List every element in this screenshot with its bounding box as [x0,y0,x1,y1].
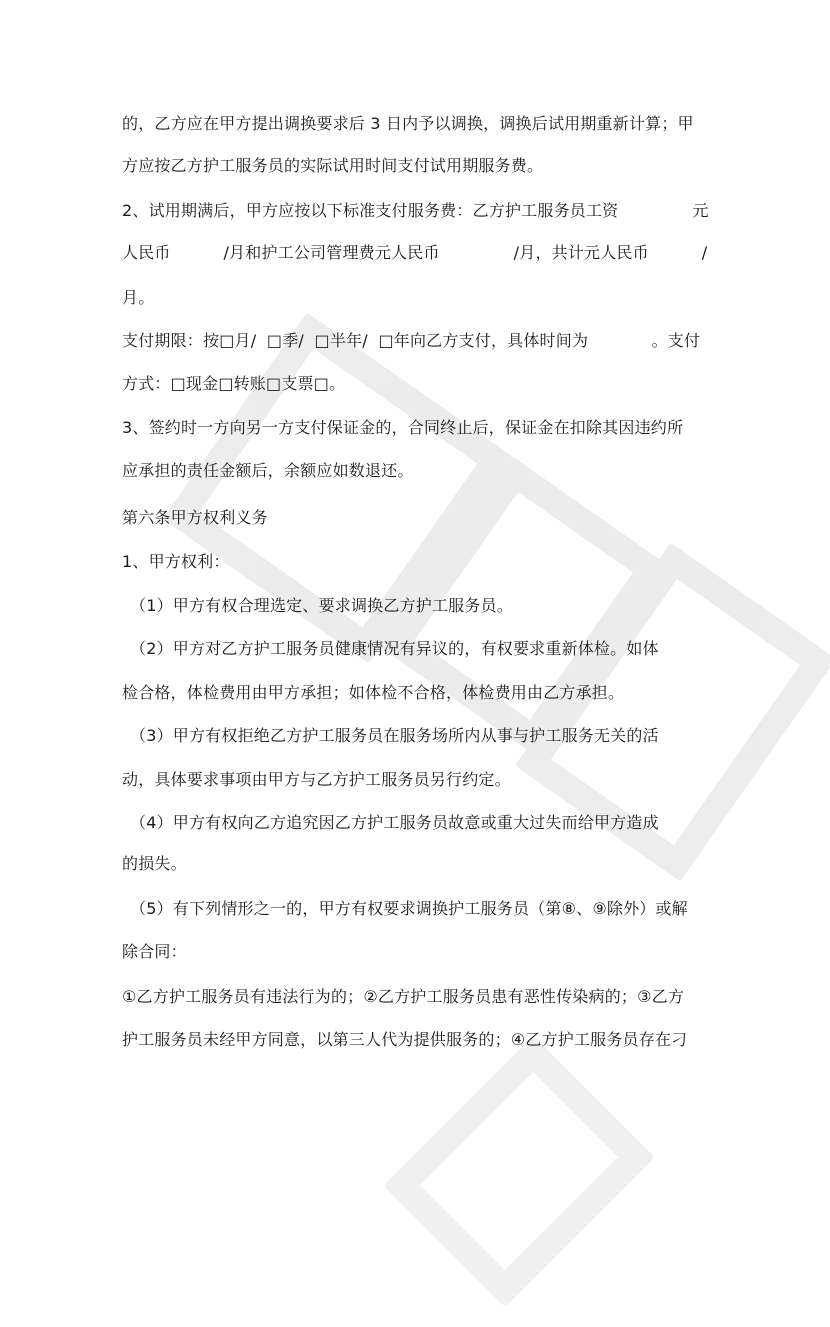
body-line: 的，乙方应在甲方提出调换要求后 3 日内予以调换，调换后试用期重新计算；甲 [122,114,694,133]
watermark-graphic-bottom [383,973,737,1327]
list-item: （2）甲方对乙方护工服务员健康情况有异议的，有权要求重新体检。如体 [130,639,659,658]
list-item: （4）甲方有权向乙方追究因乙方护工服务员故意或重大过失而给甲方造成 [130,813,659,832]
clause-2-line: 2、试用期满后，甲方应按以下标准支付服务费：乙方护工服务员工资 元 [122,201,709,220]
body-line: 除合同： [122,942,187,961]
payment-method-line: 方式：□现金□转账□支票□。 [122,374,346,393]
body-line: ①乙方护工服务员有违法行为的；②乙方护工服务员患有恶性传染病的；③乙方 [122,987,685,1006]
body-line: 的损失。 [122,854,187,873]
body-line: 检合格，体检费用由甲方承担；如体检不合格，体检费用由乙方承担。 [122,683,625,702]
body-line: 方应按乙方护工服务员的实际试用时间支付试用期服务费。 [122,156,544,175]
body-line: 月。 [122,288,155,307]
payment-term-line: 支付期限：按□月/ □季/ □半年/ □年向乙方支付，具体时间为 。支付 [122,331,701,350]
section-heading: 第六条甲方权利义务 [122,508,268,527]
list-item: （1）甲方有权合理选定、要求调换乙方护工服务员。 [130,596,513,615]
body-line: 动，具体要求事项由甲方与乙方护工服务员另行约定。 [122,770,511,789]
list-item: （3）甲方有权拒绝乙方护工服务员在服务场所内从事与护工服务无关的活 [130,726,659,745]
subsection-heading: 1、甲方权利： [122,552,230,571]
body-line: 应承担的责任金额后，余额应如数退还。 [122,461,414,480]
list-item: （5）有下列情形之一的，甲方有权要求调换护工服务员（第⑧、⑨除外）或解 [130,899,688,918]
body-line: 护工服务员未经甲方同意，以第三人代为提供服务的；④乙方护工服务员存在刁 [122,1030,688,1049]
clause-3-line: 3、签约时一方向另一方支付保证金的，合同终止后，保证金在扣除其因违约所 [122,418,684,437]
body-line: 人民币 /月和护工公司管理费元人民币 /月，共计元人民币 / [122,243,708,262]
